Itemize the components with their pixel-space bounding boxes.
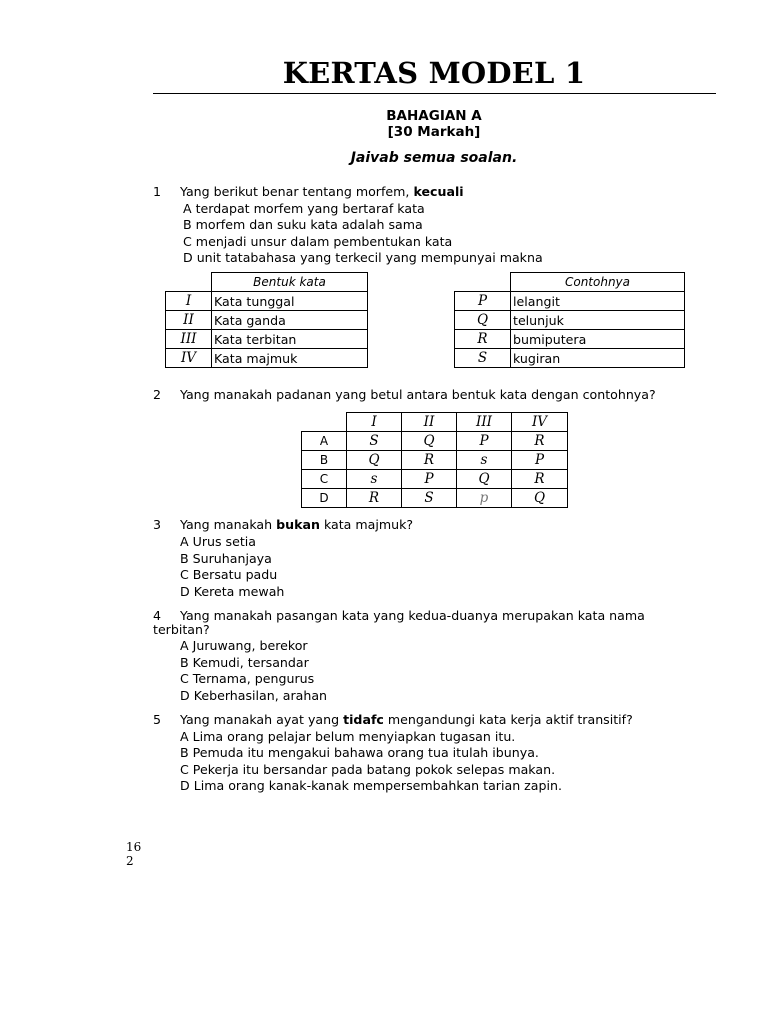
question-text: Yang manakah: [180, 517, 277, 532]
table-row: [455, 311, 685, 330]
question-1: [153, 184, 464, 201]
question-text: Yang manakah padanan yang betul antara bentuk kata dengan contohnya?: [180, 387, 656, 402]
table-row: [166, 292, 368, 311]
row-label: C: [302, 470, 347, 489]
question-text: Yang manakah ayat yang: [180, 712, 344, 727]
table-row: [455, 330, 685, 349]
roman-label: II: [166, 311, 212, 330]
table-row: [166, 311, 368, 330]
question-emphasis: bukan: [276, 517, 320, 532]
column-header: IV: [512, 413, 568, 432]
page-number: 16: [126, 840, 142, 854]
grid-row: [302, 489, 568, 508]
table-header: Bentuk kata: [212, 273, 368, 292]
grid-cell: R: [402, 451, 457, 470]
question-number: 3: [153, 517, 162, 532]
grid-cell: R: [512, 432, 568, 451]
question-emphasis: kecuali: [413, 184, 464, 199]
contohnya-table: [454, 272, 685, 368]
option-c: C Pekerja itu bersandar pada batang pokok selepas makan.: [180, 762, 556, 777]
question-4-continued: terbitan?: [153, 622, 210, 637]
table-header: Contohnya: [511, 273, 685, 292]
table-cell: Kata terbitan: [212, 330, 368, 349]
table-row: [455, 349, 685, 368]
letter-label: S: [455, 349, 511, 368]
grid-cell: S: [402, 489, 457, 508]
grid-cell: P: [512, 451, 568, 470]
grid-cell: Q: [347, 451, 402, 470]
grid-cell: R: [512, 470, 568, 489]
column-header: III: [457, 413, 512, 432]
grid-row: [302, 432, 568, 451]
page-title: KERTAS MODEL 1: [282, 56, 586, 90]
title-divider: [153, 93, 716, 94]
grid-cell: Q: [457, 470, 512, 489]
table-cell: Kata ganda: [212, 311, 368, 330]
option-b: B morfem dan suku kata adalah sama: [183, 217, 423, 232]
row-label: B: [302, 451, 347, 470]
question-5: [153, 712, 633, 729]
letter-label: Q: [455, 311, 511, 330]
section-marks: [30 Markah]: [387, 124, 481, 140]
option-b: B Kemudi, tersandar: [180, 655, 309, 670]
roman-label: IV: [166, 349, 212, 368]
grid-cell: S: [347, 432, 402, 451]
row-label: D: [302, 489, 347, 508]
option-c: C Ternama, pengurus: [180, 671, 315, 686]
question-text-end: mengandungi kata kerja aktif transitif?: [383, 712, 633, 727]
row-label: A: [302, 432, 347, 451]
option-d: D Kereta mewah: [180, 584, 285, 599]
option-d: D unit tatabahasa yang terkecil yang mempunyai makna: [183, 250, 543, 265]
question-3: [153, 517, 413, 534]
question-number: 2: [153, 387, 162, 402]
question-text: Yang berikut benar tentang morfem,: [180, 184, 414, 199]
table-cell: lelangit: [511, 292, 685, 311]
table-cell: bumiputera: [511, 330, 685, 349]
page-number-sub: 2: [126, 854, 134, 868]
grid-cell: p: [457, 489, 512, 508]
question-4: [153, 608, 645, 625]
roman-label: I: [166, 292, 212, 311]
grid-cell: s: [457, 451, 512, 470]
grid-cell: R: [347, 489, 402, 508]
question-2: [153, 387, 656, 404]
option-b: B Pemuda itu mengakui bahawa orang tua itulah ibunya.: [180, 745, 539, 760]
option-c: C Bersatu padu: [180, 567, 278, 582]
option-d: D Keberhasilan, arahan: [180, 688, 328, 703]
roman-label: III: [166, 330, 212, 349]
grid-cell: Q: [512, 489, 568, 508]
letter-label: P: [455, 292, 511, 311]
table-row: [455, 292, 685, 311]
question-number: 4: [153, 608, 162, 623]
option-a: A Urus setia: [180, 534, 257, 549]
table-cell: Kata tunggal: [212, 292, 368, 311]
question-text-end: kata majmuk?: [319, 517, 414, 532]
grid-row: [302, 470, 568, 489]
question-number: 5: [153, 712, 162, 727]
section-heading: BAHAGIAN A: [386, 108, 482, 124]
question-text: Yang manakah pasangan kata yang kedua-duanya merupakan kata nama: [180, 608, 645, 623]
table-cell: kugiran: [511, 349, 685, 368]
question-number: 1: [153, 184, 162, 199]
letter-label: R: [455, 330, 511, 349]
grid-cell: s: [347, 470, 402, 489]
grid-row: [302, 451, 568, 470]
instruction: Jaivab semua soalan.: [350, 150, 518, 166]
option-d: D Lima orang kanak-kanak mempersembahkan tarian zapin.: [180, 778, 562, 793]
option-a: A Juruwang, berekor: [180, 638, 308, 653]
column-header: I: [347, 413, 402, 432]
grid-cell: P: [402, 470, 457, 489]
table-row: [166, 330, 368, 349]
table-cell: Kata majmuk: [212, 349, 368, 368]
option-a: A terdapat morfem yang bertaraf kata: [183, 201, 425, 216]
table-row: [166, 349, 368, 368]
column-header: II: [402, 413, 457, 432]
option-c: C menjadi unsur dalam pembentukan kata: [183, 234, 453, 249]
answer-grid: [301, 412, 568, 508]
table-cell: telunjuk: [511, 311, 685, 330]
grid-cell: P: [457, 432, 512, 451]
bentuk-kata-table: [165, 272, 368, 368]
grid-cell: Q: [402, 432, 457, 451]
option-a: A Lima orang pelajar belum menyiapkan tugasan itu.: [180, 729, 516, 744]
question-emphasis: tidafc: [343, 712, 384, 727]
option-b: B Suruhanjaya: [180, 551, 272, 566]
